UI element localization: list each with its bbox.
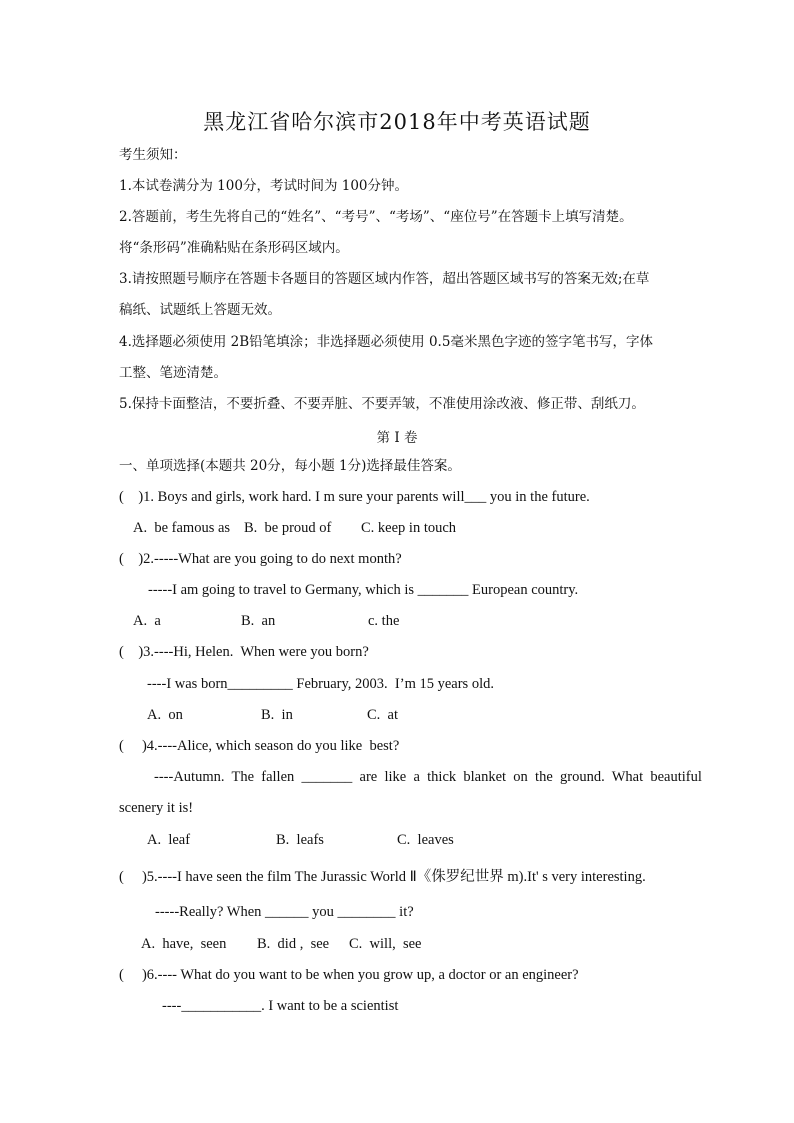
notice-item: 3.请按照题号顺序在答题卡各题目的答题区域内作答，超出答题区域书写的答案无效;在草: [119, 271, 650, 287]
option-c: C. keep in touch: [361, 520, 457, 536]
question-stem: ( )2.-----What are you going to do next month?: [119, 551, 402, 567]
notice-item: 4.选择题必须使用 2B铅笔填涂；非选择题必须使用 0.5毫米黑色字迹的签字笔书写，字体: [119, 334, 653, 350]
exam-title: 黑龙江省哈尔滨市2018年中考英语试题: [203, 110, 591, 134]
question-dialogue: -----I am going to travel to Germany, which is _______ European country.: [148, 582, 579, 598]
question-dialogue: ----___________. I want to be a scientist: [162, 998, 399, 1014]
notice-heading: 考生须知：: [119, 147, 187, 163]
notice-item: 稿纸、试题纸上答题无效。: [119, 302, 281, 318]
option-a: A. leaf: [147, 832, 191, 848]
option-b: B. be proud of: [244, 520, 332, 536]
option-b: B. did , see: [257, 936, 330, 952]
question-dialogue: scenery it is!: [119, 800, 194, 816]
notice-item: 将“条形码”准确粘贴在条形码区域内。: [119, 240, 349, 256]
question-stem: ( )4.----Alice, which season do you like best?: [119, 738, 400, 754]
option-b: B. leafs: [276, 832, 324, 848]
option-c: C. leaves: [397, 832, 454, 848]
question-dialogue: -----Really? When ______ you ________ it?: [155, 904, 414, 920]
question-stem: ( )5.----I have seen the film The Jurassic World Ⅱ《侏罗纪世界 m).It' s very interesting.: [119, 869, 646, 885]
option-b: B. in: [261, 707, 293, 723]
notice-item: 2.答题前，考生先将自己的“姓名”、“考号”、“考场”、“座位号”在答题卡上填写清楚。: [119, 209, 633, 225]
option-a: A. be famous as: [133, 520, 231, 536]
question-stem: ( )3.----Hi, Helen. When were you born?: [119, 644, 369, 660]
option-a: A. a: [133, 613, 161, 629]
option-a: A. have, seen: [141, 936, 227, 952]
notice-item: 5.保持卡面整洁，不要折叠、不要弄脏、不要弄皱，不准使用涂改液、修正带、刮纸刀。: [119, 396, 645, 412]
question-stem: ( )6.---- What do you want to be when you grow up, a doctor or an engineer?: [119, 967, 579, 983]
question-dialogue: ----I was born_________ February, 2003. I’m 15 years old.: [147, 676, 494, 692]
section-heading: 一、单项选择(本题共 20分，每小题 1分)选择最佳答案。: [119, 458, 461, 474]
question-dialogue: ----Autumn. The fallen _______ are like a thick blanket on the ground. What beautiful: [154, 769, 702, 785]
option-b: B. an: [241, 613, 276, 629]
option-c: C. will, see: [349, 936, 422, 952]
option-c: c. the: [368, 613, 400, 629]
volume-label: 第 I 卷: [376, 430, 418, 446]
question-stem: ( )1. Boys and girls, work hard. I m sure your parents will___ you in the future.: [119, 489, 590, 505]
option-c: C. at: [367, 707, 399, 723]
option-a: A. on: [147, 707, 183, 723]
notice-item: 1.本试卷满分为 100分，考试时间为 100分钟。: [119, 178, 408, 194]
notice-item: 工整、笔迹清楚。: [119, 365, 227, 381]
